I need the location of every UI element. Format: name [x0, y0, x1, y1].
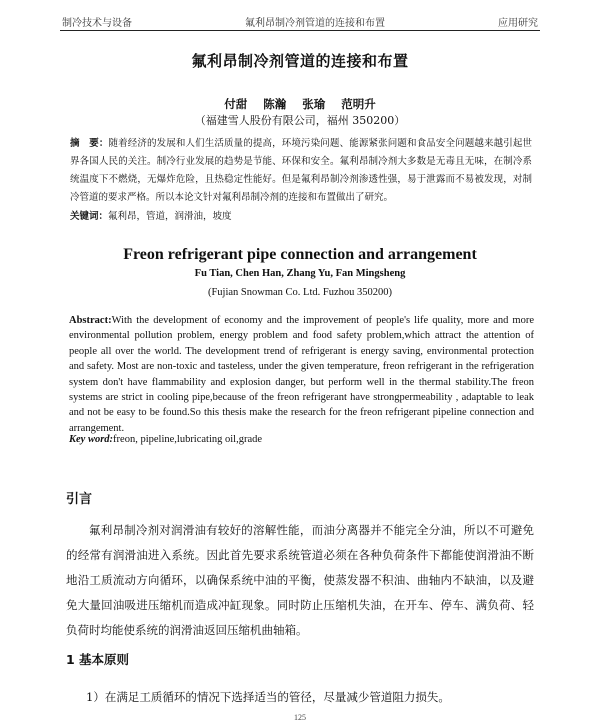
- en-abstract-text: With the development of economy and the improvement of people's life quality, more and more environmental pollution problem, energy problem and food safety problem,which attract the attention of people all over the world. The development trend of refrigerant is energy saving, environmental protection and safety. Most are non-toxic and tasteless, under the given temperature, freon refrigerant in the refrigeration system don't have flammability and explosion danger, but perform well in the thermal stability.The freon systems are strict in cooling pipe,because of the freon refrigerant have strongpermeability , adaptable to leak and not be easy to be found.So this thesis make the research for the freon refrigerant pipeline connection and arrangement.: [69, 315, 534, 434]
- en-abstract-label: Abstract:: [69, 315, 112, 326]
- cn-keywords-label: 关键词：: [70, 211, 109, 222]
- page-number: 125: [294, 713, 306, 722]
- cn-abstract-label: 摘 要：: [70, 138, 109, 149]
- cn-affiliation: （福建雪人股份有限公司，福州 350200）: [194, 114, 406, 127]
- section-1-heading: 1 基本原则: [66, 652, 130, 667]
- cn-keywords-text: 氟利昂，管道，润滑油，坡度: [108, 211, 232, 222]
- cn-keywords: [70, 208, 532, 222]
- cn-abstract-text: 随着经济的发展和人们生活质量的提高，环境污染问题、能源紧张问题和食品安全问题越来越引起世界各国人民的关注。制冷行业发展的趋势是节能、环保和安全。氟利昂制冷剂大多数是无毒且无味，在制冷系统温度下不燃烧，无爆炸危险，且热稳定性能好。但是氟利昂制冷剂渗透性强，易于泄露而不易被发现，对制冷管道的要求严格。所以本论文针对氟利昂制冷剂的连接和布置做出了研究。: [70, 138, 532, 203]
- en-title: Freon refrigerant pipe connection and arrangement: [123, 246, 477, 263]
- intro-heading: 引言: [66, 492, 93, 507]
- en-keywords-text: freon, pipeline,lubricating oil,grade: [113, 434, 263, 445]
- header-journal: 制冷技术与设备: [62, 18, 132, 29]
- header-article-title: 氟利昂制冷剂管道的连接和布置: [245, 18, 385, 29]
- en-authors: Fu Tian, Chen Han, Zhang Yu, Fan Mingsheng: [194, 268, 406, 279]
- cn-title: 氟利昂制冷剂管道的连接和布置: [191, 52, 409, 70]
- en-keywords-label: Key word:: [69, 434, 114, 445]
- cn-authors: 付甜 陈瀚 张瑜 范明升: [224, 97, 376, 111]
- en-affiliation: (Fujian Snowman Co. Ltd. Fuzhou 350200): [207, 287, 393, 298]
- header-rule: [60, 30, 540, 31]
- intro-paragraph: 氟利昂制冷剂对润滑油有较好的溶解性能，而油分离器并不能完全分油，所以不可避免的经常有润滑油进入系统。因此首先要求系统管道必须在各种负荷条件下都能使润滑油不断地沿工质流动方向循环，以确保系统中油的平衡，使蒸发器不积油、曲轴内不缺油，以及避免大量回油吸进压缩机而造成冲缸现象。同时防止压缩机失油，在开车、停车、满负荷、轻负荷时均能使系统的润滑油返回压缩机曲轴箱。: [66, 523, 534, 637]
- running-header: [62, 14, 538, 28]
- en-abstract: [69, 313, 534, 436]
- section-1-item-1: 1）在满足工质循环的情况下选择适当的管径，尽量减少管道阻力损失。: [86, 690, 450, 704]
- en-keywords: [69, 434, 262, 445]
- header-section: 应用研究: [498, 18, 538, 29]
- cn-abstract: [70, 135, 532, 207]
